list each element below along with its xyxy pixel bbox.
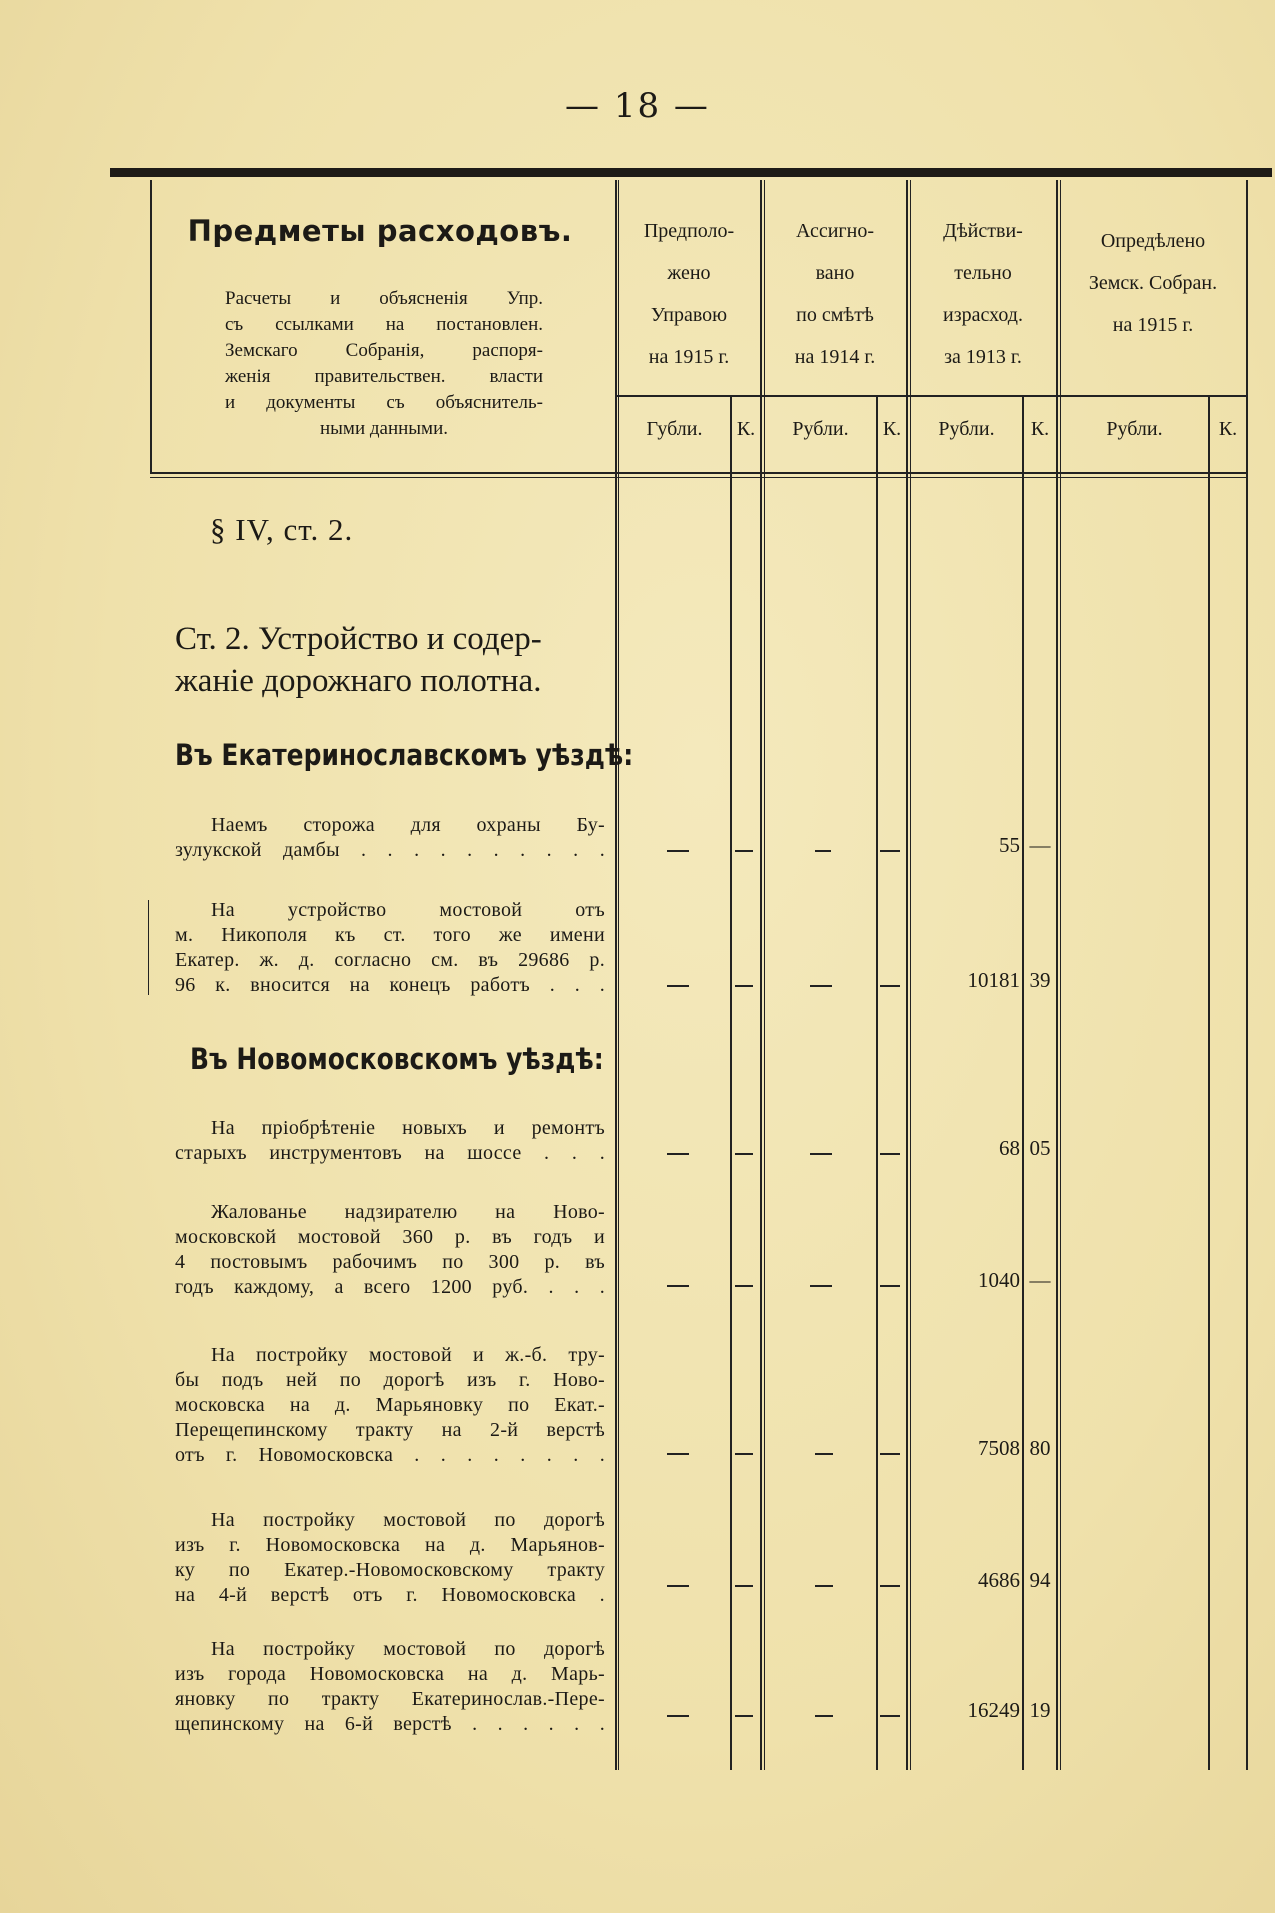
column-header-line: Дѣйстви- [943, 220, 1023, 242]
column-header-line: по смѣтѣ [796, 304, 874, 326]
empty-dash [880, 1153, 900, 1155]
actual-rubles: 16249 [967, 1698, 1020, 1722]
unit-kopecks: К. [1218, 418, 1238, 440]
article-heading [175, 618, 615, 702]
empty-dash [735, 1715, 753, 1717]
item-line: м. Никополя къ ст. того же имени [175, 924, 605, 946]
item-line: 96 к. вносится на конецъ работъ . . . [175, 974, 605, 996]
expense-item [175, 1637, 605, 1737]
unit-rubles: Губли. [646, 418, 703, 440]
article-line: Ст. 2. Устройство и содер- [175, 621, 542, 657]
column-header-line: израсход. [943, 304, 1023, 326]
subtitle-line: женія правительствен. власти [225, 366, 543, 387]
empty-dash [880, 1453, 900, 1455]
expense-item [175, 898, 605, 998]
table-subtitle [225, 286, 543, 442]
item-line: 4 постовымъ рабочимъ по 300 р. въ [175, 1251, 605, 1273]
expense-item [175, 1343, 605, 1468]
expense-item [175, 1200, 605, 1300]
empty-dash [880, 1585, 900, 1587]
actual-rubles: 68 [999, 1136, 1020, 1160]
column-header-line: Предполо- [643, 220, 735, 242]
column-header-line: Опредѣлено [1100, 230, 1206, 252]
actual-kopecks: 80 [1029, 1436, 1051, 1460]
empty-dash [667, 1153, 689, 1155]
header-unit-rule [617, 395, 1248, 397]
item-line: Жалованье надзирателю на Ново- [211, 1201, 605, 1223]
empty-dash [880, 850, 900, 852]
column-header-line: жено [667, 262, 711, 284]
empty-dash [815, 1715, 833, 1717]
item-line: На постройку мостовой по дорогѣ [211, 1509, 605, 1531]
expense-item [175, 1508, 605, 1608]
actual-rubles: 55 [999, 833, 1020, 857]
item-line: На пріобрѣтеніе новыхъ и ремонтъ [211, 1117, 605, 1139]
actual-kopecks: 05 [1029, 1136, 1051, 1160]
column-header-line: Управою [650, 304, 728, 326]
unit-rubles: Рубли. [792, 418, 849, 440]
subtitle-line: ными данными. [319, 418, 449, 439]
item-line: ку по Екатер.-Новомосковскому тракту [175, 1559, 605, 1581]
column-header-line: тельно [954, 262, 1012, 284]
column-header-assigned [765, 210, 905, 378]
empty-dash [880, 1715, 900, 1717]
empty-dash [667, 1285, 689, 1287]
column-header-line: за 1913 г. [944, 346, 1022, 368]
unit-kopecks: К. [1030, 418, 1050, 440]
unit-rubles: Рубли. [1106, 418, 1163, 440]
unit-kopecks: К. [736, 418, 756, 440]
column-divider [615, 180, 617, 1770]
subtitle-line: Земскаго Собранія, распоря- [225, 340, 543, 361]
column-divider [1208, 395, 1210, 1770]
item-line: На постройку мостовой по дорогѣ [211, 1638, 605, 1660]
column-divider [906, 180, 908, 1770]
empty-dash [667, 1453, 689, 1455]
unit-kopecks: К. [882, 418, 902, 440]
item-line: На постройку мостовой и ж.-б. тру- [211, 1344, 605, 1366]
item-line: Наемъ сторожа для охраны Бу- [211, 814, 605, 836]
empty-dash [815, 850, 831, 852]
empty-dash [667, 985, 689, 987]
article-line: жаніе дорожнаго полотна. [175, 663, 542, 699]
empty-dash [815, 1453, 833, 1455]
header-bottom-rule [150, 477, 1248, 478]
item-line: изъ города Новомосковска на д. Марь- [175, 1663, 605, 1685]
actual-kopecks: 94 [1029, 1568, 1051, 1592]
district-heading: Въ Екатеринославскомъ уѣздѣ: [175, 738, 634, 772]
section-heading: § IV, ст. 2. [210, 512, 354, 547]
empty-dash [667, 1715, 689, 1717]
item-line: отъ г. Новомосковска . . . . . . . . [175, 1444, 605, 1466]
expense-item [175, 1116, 605, 1166]
column-header-determined [1061, 220, 1245, 346]
item-line: бы подъ ней по дорогѣ изъ г. Ново- [175, 1369, 605, 1391]
empty-dash [815, 1585, 833, 1587]
empty-dash [735, 850, 753, 852]
item-line: Перещепинскому тракту на 2-й верстѣ [175, 1419, 605, 1441]
item-line: зулукской дамбы . . . . . . . . . . [175, 839, 605, 861]
empty-dash [735, 1585, 753, 1587]
actual-rubles: 10181 [967, 968, 1020, 992]
column-header-line: Земск. Собран. [1088, 272, 1218, 294]
actual-rubles: 4686 [978, 1568, 1020, 1592]
item-line: яновку по тракту Екатеринослав.-Пере- [175, 1688, 605, 1710]
item-line: щепинскому на 6-й верстѣ . . . . . . [175, 1713, 605, 1735]
empty-dash [667, 850, 689, 852]
actual-kopecks: 39 [1029, 968, 1051, 992]
column-divider [1022, 395, 1024, 1770]
empty-dash [810, 1153, 832, 1155]
item-line: Екатер. ж. д. согласно см. въ 29686 р. [175, 949, 605, 971]
item-line: старыхъ инструментовъ на шоссе . . . [175, 1142, 605, 1164]
item-line: годъ каждому, а всего 1200 руб. . . . [175, 1276, 605, 1298]
subtitle-line: и документы съ объяснитель- [225, 392, 543, 413]
unit-rubles: Рубли. [938, 418, 995, 440]
column-header-line: на 1915 г. [648, 346, 730, 368]
empty-dash [735, 985, 753, 987]
actual-kopecks: — [1029, 1268, 1051, 1292]
item-line: На устройство мостовой отъ [211, 899, 605, 921]
table-title: Предметы расходовъ. [187, 214, 573, 248]
item-line: изъ г. Новомосковска на д. Марьянов- [175, 1534, 605, 1556]
column-divider [760, 180, 762, 1770]
item-bracket [615, 1060, 616, 1190]
subtitle-line: Расчеты и объясненія Упр. [225, 288, 543, 309]
column-header-line: вано [815, 262, 855, 284]
empty-dash [880, 985, 900, 987]
actual-rubles: 7508 [978, 1436, 1020, 1460]
subtitle-line: съ ссылками на постановлен. [225, 314, 543, 335]
empty-dash [810, 985, 832, 987]
actual-kopecks: — [1029, 833, 1051, 857]
item-line: московска на д. Марьяновку по Екат.- [175, 1394, 605, 1416]
actual-kopecks: 19 [1029, 1698, 1051, 1722]
column-header-actual [911, 210, 1055, 378]
district-heading: Въ Новомосковскомъ уѣздѣ: [190, 1042, 604, 1076]
column-header-line: на 1914 г. [794, 346, 876, 368]
item-line: на 4-й верстѣ отъ г. Новомосковска . [175, 1584, 605, 1606]
empty-dash [810, 1285, 832, 1287]
column-header-line: на 1915 г. [1112, 314, 1194, 336]
header-bottom-rule [150, 472, 1248, 474]
expense-item [175, 813, 605, 863]
page-number: — 18 — [565, 86, 710, 126]
item-line: московской мостовой 360 р. въ годъ и [175, 1226, 605, 1248]
empty-dash [735, 1453, 753, 1455]
empty-dash [735, 1153, 753, 1155]
column-header-line: Ассигно- [796, 220, 874, 242]
column-divider [876, 395, 878, 1770]
empty-dash [667, 1585, 689, 1587]
item-bracket [148, 900, 149, 995]
column-divider [1056, 180, 1058, 1770]
top-rule [110, 168, 1272, 177]
empty-dash [735, 1285, 753, 1287]
column-header-proposed [619, 210, 759, 378]
empty-dash [880, 1285, 900, 1287]
actual-rubles: 1040 [978, 1268, 1020, 1292]
column-divider [730, 395, 732, 1770]
table-right-border [1246, 180, 1248, 1770]
